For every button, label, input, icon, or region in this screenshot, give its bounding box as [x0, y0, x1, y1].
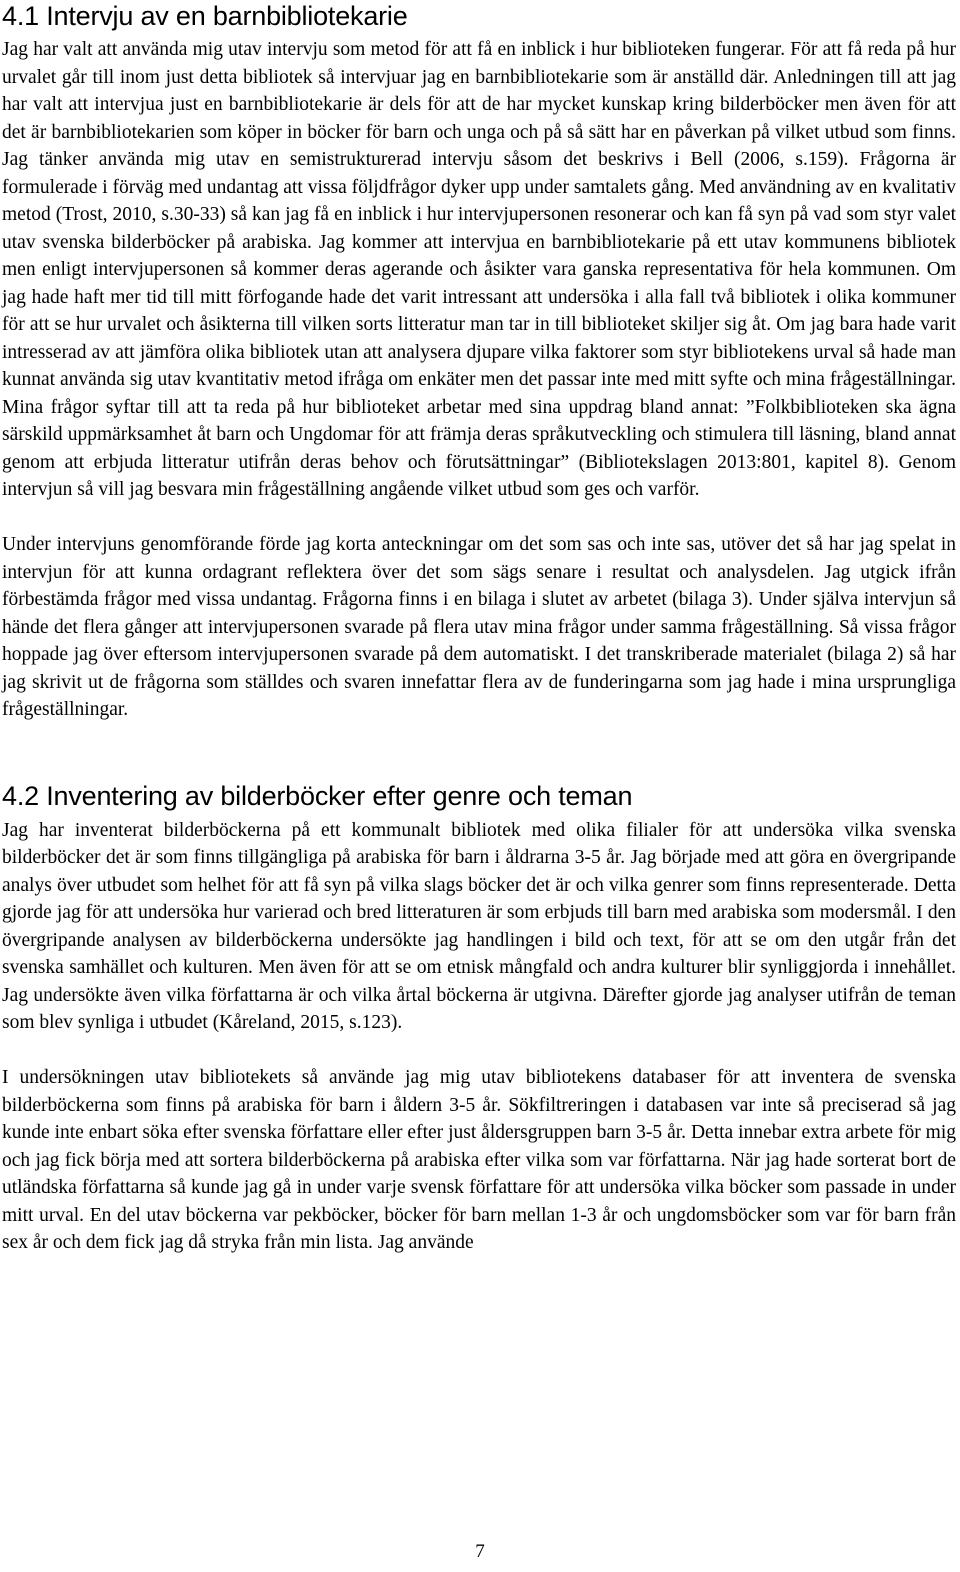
paragraph: I undersökningen utav bibliotekets så använde jag mig utav bibliotekens databaser för att inventera de svenska bilderböckerna som finns på arabiska för barn i åldern 3-5 år. Sökfiltreringen i databasen var inte så preciserad så jag kunde inte enbart söka efter svenska författare eller efter just åldersgruppen barn 3-5 år. Detta innebar extra arbete för mig och jag fick börja med att sortera bilderböckerna på arabiska efter vilka som var författarna. När jag hade sorterat bort de utländska författarna så kunde jag gå in under varje svensk författare för att undersöka vilka böcker som passade in under mitt urval. En del utav böckerna var pekböcker, böcker för barn mellan 1-3 år och ungdomsböcker som var för barn från sex år och dem fick jag då stryka från min lista. Jag använde [2, 1067, 956, 1253]
paragraph: Jag har inventerat bilderböckerna på ett kommunalt bibliotek med olika filialer för att undersöka vilka svenska bilderböcker det är som finns tillgängliga på arabiska för barn i åldrarna 3-5 år. Jag började med att göra en övergripande analys över utbudet som helhet för att få syn på vilka slags böcker det är och vilka genrer som finns representerade. Detta gjorde jag för att undersöka hur varierad och bred litteraturen är som erbjuds till barn med arabiska som modersmål. I den övergripande analysen av bilderböckerna undersökte jag handlingen i bild och text, för att se om den utgår från det svenska samhället och kulturen. Men även för att se om etnisk mångfald och andra kulturer blir synliggjorda i innehållet. Jag undersökte även vilka författarna är och vilka årtal böckerna är utgivna. Därefter gjorde jag analyser utifrån de teman som blev synliga i utbudet (Kåreland, 2015, s.123). [2, 819, 956, 1033]
section-heading: 4.1 Intervju av en barnbibliotekarie [2, 1, 408, 31]
section-4-1 [2, 0, 956, 724]
paragraph: Under intervjuns genomförande förde jag korta anteckningar om det som sas och inte sas, utöver det så har jag spelat in intervjun för att kunna ordagrant reflektera över det som sägs senare i resultat och analysdelen. Jag utgick ifrån förbestämda frågor med vissa undantag. Frågorna finns i en bilaga i slutet av arbetet (bilaga 3). Under själva intervjun så hände det flera gånger att intervjupersonen svarade på flera utav mina frågor under samma frågeställning. Så vissa frågor hoppade jag över eftersom intervjupersonen svarade på dem automatiskt. I det transkriberade materialet (bilaga 2) så har jag skrivit ut de frågorna som ställdes och svaren innefattar flera av de funderingarna som jag hade i mina ursprungliga frågeställningar. [2, 534, 956, 720]
section-heading: 4.2 Inventering av bilderböcker efter genre och teman [2, 780, 633, 811]
section-4-2 [2, 780, 956, 1257]
page-number: 7 [475, 1541, 485, 1562]
paragraph: Jag har valt att använda mig utav intervju som metod för att få en inblick i hur biblioteken fungerar. För att få reda på hur urvalet går till inom just detta bibliotek så intervjuar jag en barnbibliotekarie som är anställd där. Anledningen till att jag har valt att intervjua just en barnbibliotekarie är dels för att de har mycket kunskap kring bilderböcker men även för att det är barnbibliotekarien som köper in böcker för barn och unga och på så sätt har en påverkan på vilket utbud som finns. Jag tänker använda mig utav en semistrukturerad intervju såsom det beskrivs i Bell (2006, s.159). Frågorna är formulerade i förväg med undantag att vissa följdfrågor dyker upp under samtalets gång. Med användning av en kvalitativ metod (Trost, 2010, s.30-33) så kan jag få en inblick i hur intervjupersonen resonerar och kan få syn på vad som styr valet utav svenska bilderböcker på arabiska. Jag kommer att intervjua en barnbibliotekarie på ett utav kommunens bibliotek men enligt intervjupersonen så kommer deras agerande och åsikter vara ganska representativa för hela kommunen. Om jag hade haft mer tid till mitt förfogande hade det varit intressant att undersöka i alla fall två bibliotek i olika kommuner för att se hur urvalet och åsikterna till vilken sorts litteratur man tar in till biblioteket skiljer sig åt. Om jag bara hade varit intresserad av att jämföra olika bibliotek utan att analysera djupare vilka faktorer som styr bibliotekens urval så hade man kunnat använda sig utav kvantitativ metod ifråga om enkäter men det passar inte med mitt syfte och mina frågeställningar. Mina frågor syftar till att ta reda på hur biblioteket arbetar med sina uppdrag bland annat: ”Folkbiblioteken ska ägna särskild uppmärksamhet åt barn och Ungdomar för att främja deras språkutveckling och stimulera till läsning, bland annat genom att erbjuda litteratur utifrån deras behov och förutsättningar” (Bibliotekslagen 2013:801, kapitel 8). Genom intervjun så vill jag besvara min frågeställning angående vilket utbud som ges och varför. [2, 39, 956, 500]
